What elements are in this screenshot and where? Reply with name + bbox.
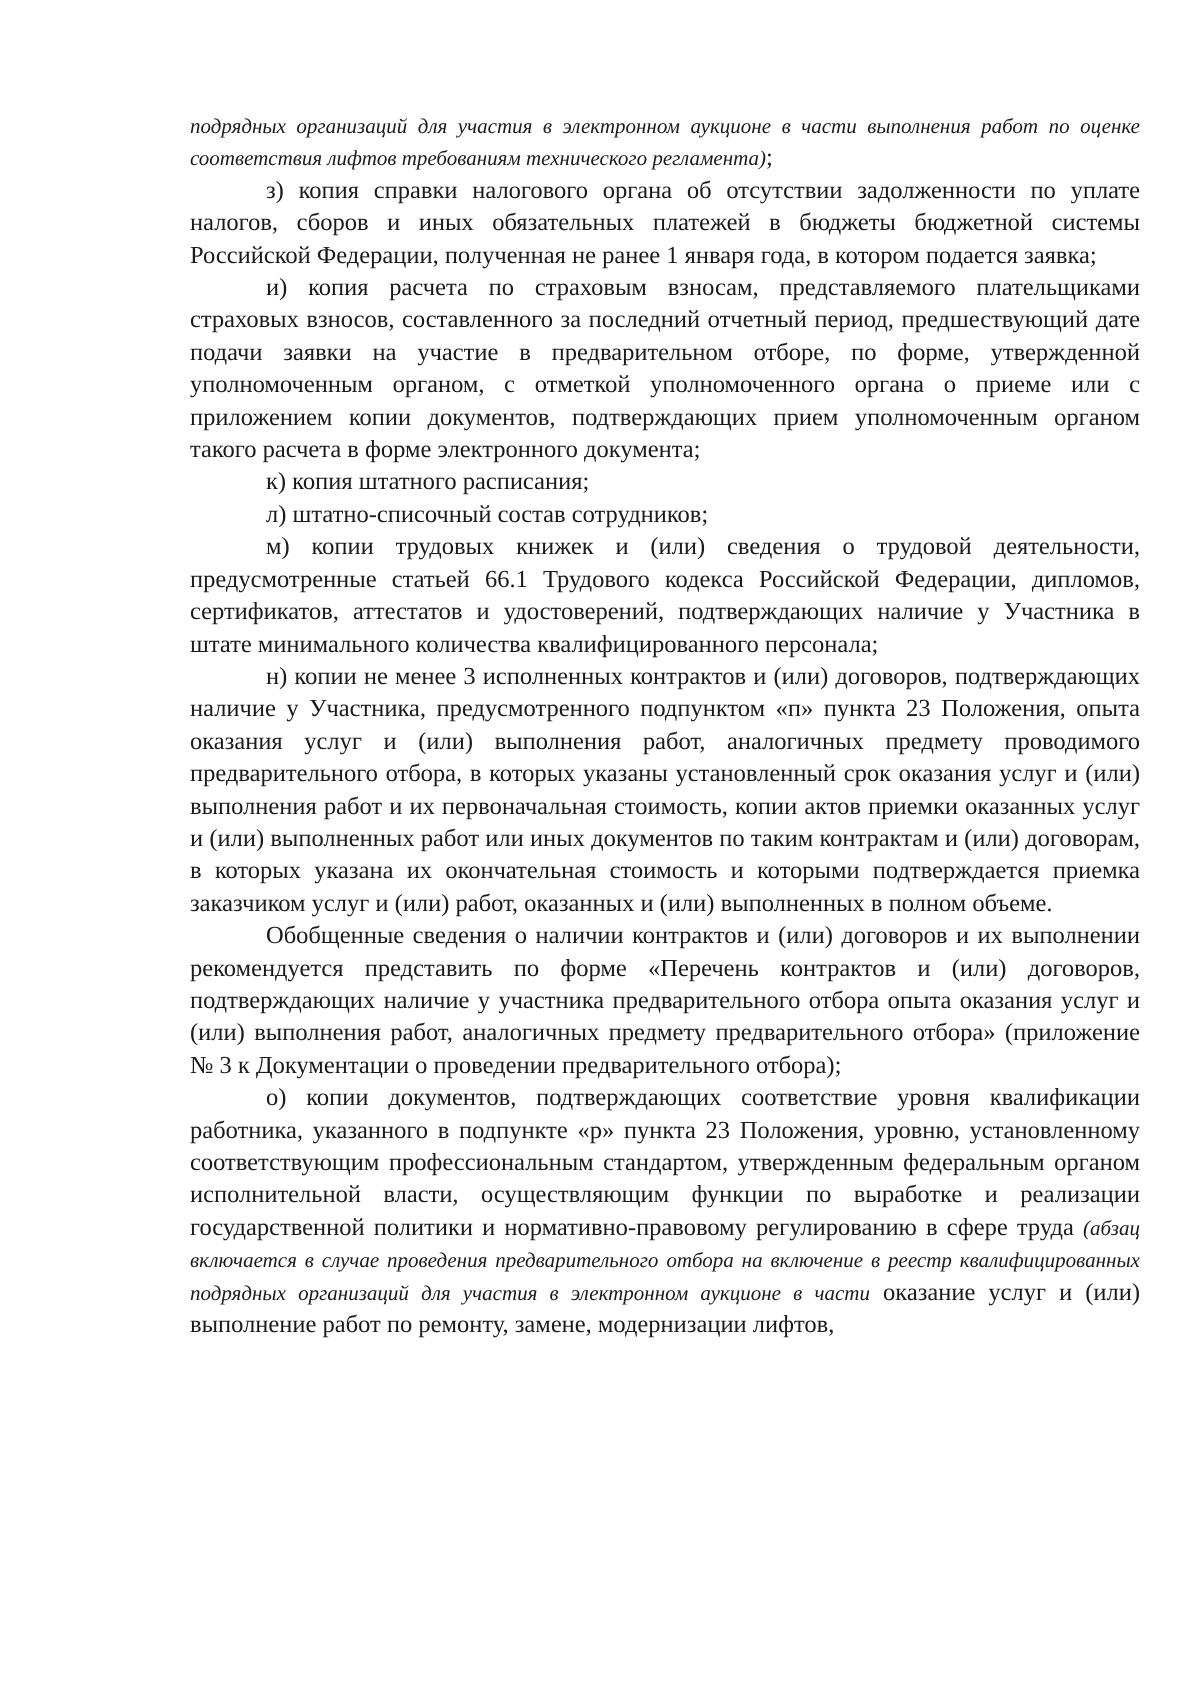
document-body [190,110,1140,1341]
item-i: и) копия расчета по страховым взносам, представляемого плательщиками страховых взносов, составленного за последний отчетный период, предшествующий дате подачи заявки на участие в предварительном отборе, по форме, утвержденной уполномоченным органом, с отметкой уполномоченного органа о приеме или с приложением копии документов, подтверждающих прием уполномоченным органом такого расчета в форме электронного документа; [190,274,1140,464]
item-o-italic-note: (абзац включается в случае проведения предварительного отбора на включение в реестр квалифицированных подрядных организаций для участия в электронном аукционе в части [190,1215,1140,1305]
item-o-text: о) копии документов, подтверждающих соответствие уровня квалификации работника, указанного в подпункте «р» пункта 23 Положения, уровню, установленному соответствующим профессиональным стандартом, утвержденным федеральным органом исполнительной власти, осуществляющим функции по выработке и реализации государственной политики и нормативно-правовому регулированию в сфере труда [190,1084,1140,1241]
intro-end: ; [766,144,773,172]
item-o-tail: оказание услуг и (или) выполнение работ по ремонту, замене, модернизации лифтов, [190,1278,1141,1339]
intro-italic-note: подрядных организаций для участия в электронном аукционе в части выполнения работ по оценке соответствия лифтов требованиям технического регламента) [190,114,1140,171]
summary-paragraph: Обобщенные сведения о наличии контрактов и (или) договоров и их выполнении рекомендуется представить по форме «Перечень контрактов и (или) договоров, подтверждающих наличие у участника предварительного отбора опыта оказания услуг и (или) выполнения работ, аналогичных предмету предварительного отбора» (приложение № 3 к Документации о проведении предварительного отбора); [190,922,1140,1079]
item-m: м) копии трудовых книжек и (или) сведения о трудовой деятельности, предусмотренные статьей 66.1 Трудового кодекса Российской Федерации, дипломов, сертификатов, аттестатов и удостоверений, подтверждающих наличие у Участника в штате минимального количества квалифицированного персонала; [190,533,1140,658]
item-l: л) штатно-списочный состав сотрудников; [266,500,709,528]
item-o [190,1082,1140,1341]
item-k: к) копия штатного расписания; [266,468,590,496]
intro-paragraph [190,110,1140,175]
item-z: з) копия справки налогового органа об отсутствии задолженности по уплате налогов, сборов и иных обязательных платежей в бюджеты бюджетной системы Российской Федерации, полученная не ранее 1 января года, в котором подается заявка; [190,176,1140,269]
item-n: н) копии не менее 3 исполненных контрактов и (или) договоров, подтверждающих наличие у Участника, предусмотренного подпунктом «п» пункта 23 Положения, опыта оказания услуг и (или) выполнения работ, аналогичных предмету проводимого предварительного отбора, в которых указаны установленный срок оказания услуг и (или) выполнения работ и их первоначальная стоимость, копии актов приемки оказанных услуг и (или) выполненных работ или иных документов по таким контрактам и (или) договорам, в которых указана их окончательная стоимость и которыми подтверждается приемка заказчиком услуг и (или) работ, оказанных и (или) выполненных в полном объеме. [190,662,1140,917]
